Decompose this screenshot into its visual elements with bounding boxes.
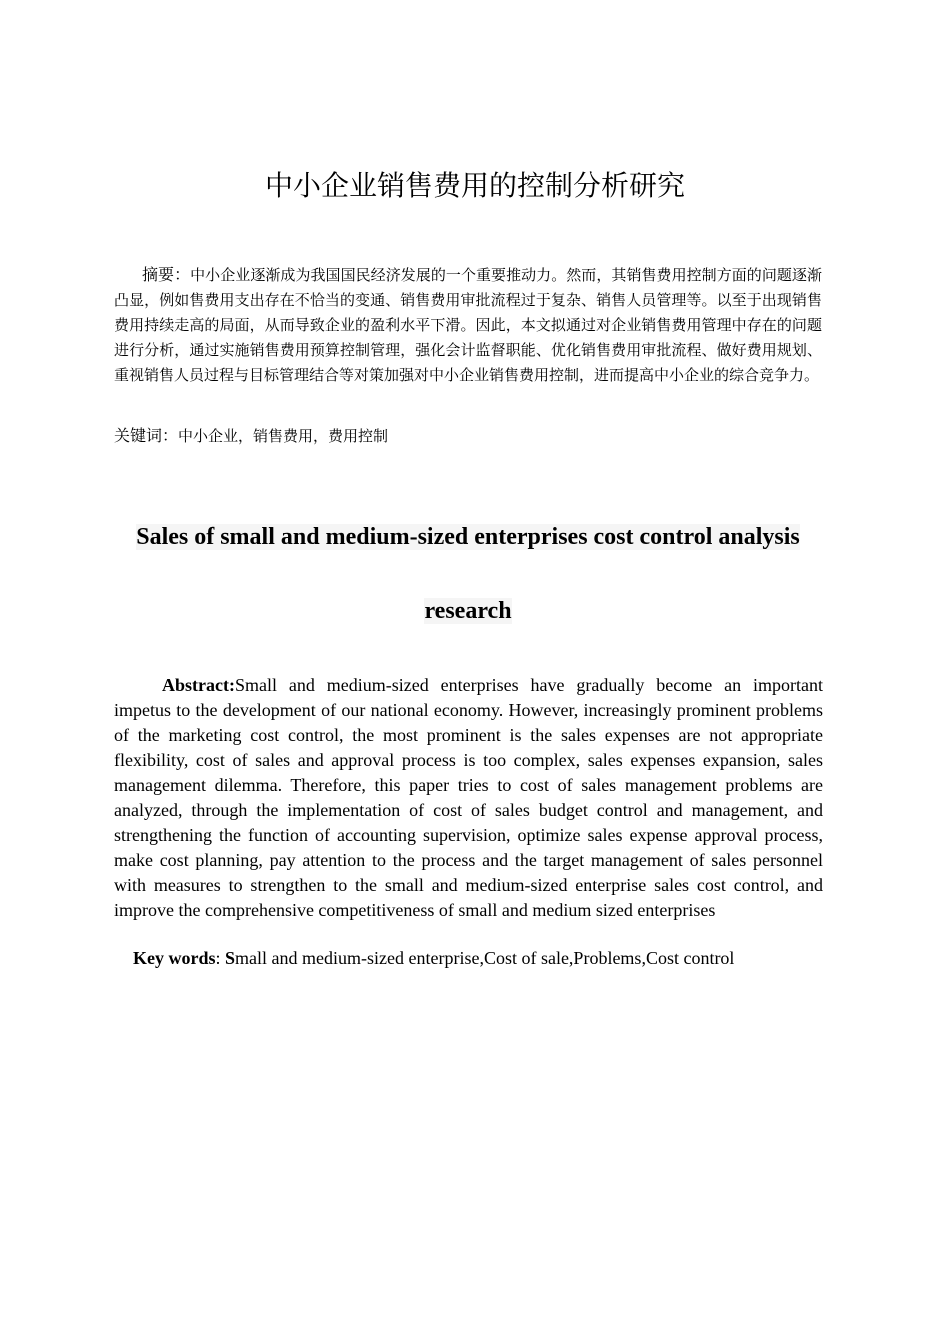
english-title bbox=[100, 500, 836, 648]
english-keywords-first-letter: S bbox=[225, 948, 236, 968]
chinese-abstract-label: 摘要： bbox=[142, 265, 191, 284]
chinese-abstract-text: 中小企业逐渐成为我国国民经济发展的一个重要推动力。然而，其销售费用控制方面的问题逐渐凸显，例如售费用支出存在不恰当的变通、销售费用审批流程过于复杂、销售人员管理等。以至于出现销售费用持续走高的局面，从而导致企业的盈利水平下滑。因此，本文拟通过对企业销售费用管理中存在的问题进行分析，通过实施销售费用预算控制管理，强化会计监督职能、优化销售费用审批流程、做好费用规划、重视销售人员过程与目标管理结合等对策加强对中小企业销售费用控制，进而提高中小企业的综合竞争力。 bbox=[114, 266, 822, 384]
chinese-title: 中小企业销售费用的控制分析研究 bbox=[264, 169, 685, 202]
english-abstract-label: Abstract: bbox=[162, 675, 235, 695]
chinese-keywords-label: 关键词： bbox=[114, 426, 179, 445]
english-keywords-label: Key words bbox=[133, 948, 216, 968]
chinese-abstract bbox=[114, 262, 822, 388]
english-title-text: Sales of small and medium-sized enterprises cost control analysis research bbox=[136, 524, 800, 624]
english-abstract-text: Small and medium-sized enterprises have gradually become an important impetus to the development of our national economy. However, increasingly prominent problems of the marketing cost control, the most prominent is the sales expenses are not appropriate flexibility, cost of sales and approval process is too complex, sales expenses expansion, sales management dilemma. Therefore, this paper tries to cost of sales management problems are analyzed, through the implementation of cost of sales budget control and management, and strengthening the function of accounting supervision, optimize sales expense approval process, make cost planning, pay attention to the process and the target management of sales personnel with measures to strengthen to the small and medium-sized enterprise sales cost control, and improve the comprehensive competitiveness of small and medium sized enterprises bbox=[114, 675, 823, 920]
english-keywords bbox=[133, 946, 833, 971]
english-keywords-separator: : bbox=[215, 948, 226, 968]
chinese-keywords-text: 中小企业，销售费用，费用控制 bbox=[178, 427, 389, 445]
english-keywords-text: mall and medium-sized enterprise,Cost of sale,Problems,Cost control bbox=[235, 948, 735, 968]
english-abstract bbox=[114, 673, 823, 923]
chinese-keywords bbox=[114, 423, 822, 449]
